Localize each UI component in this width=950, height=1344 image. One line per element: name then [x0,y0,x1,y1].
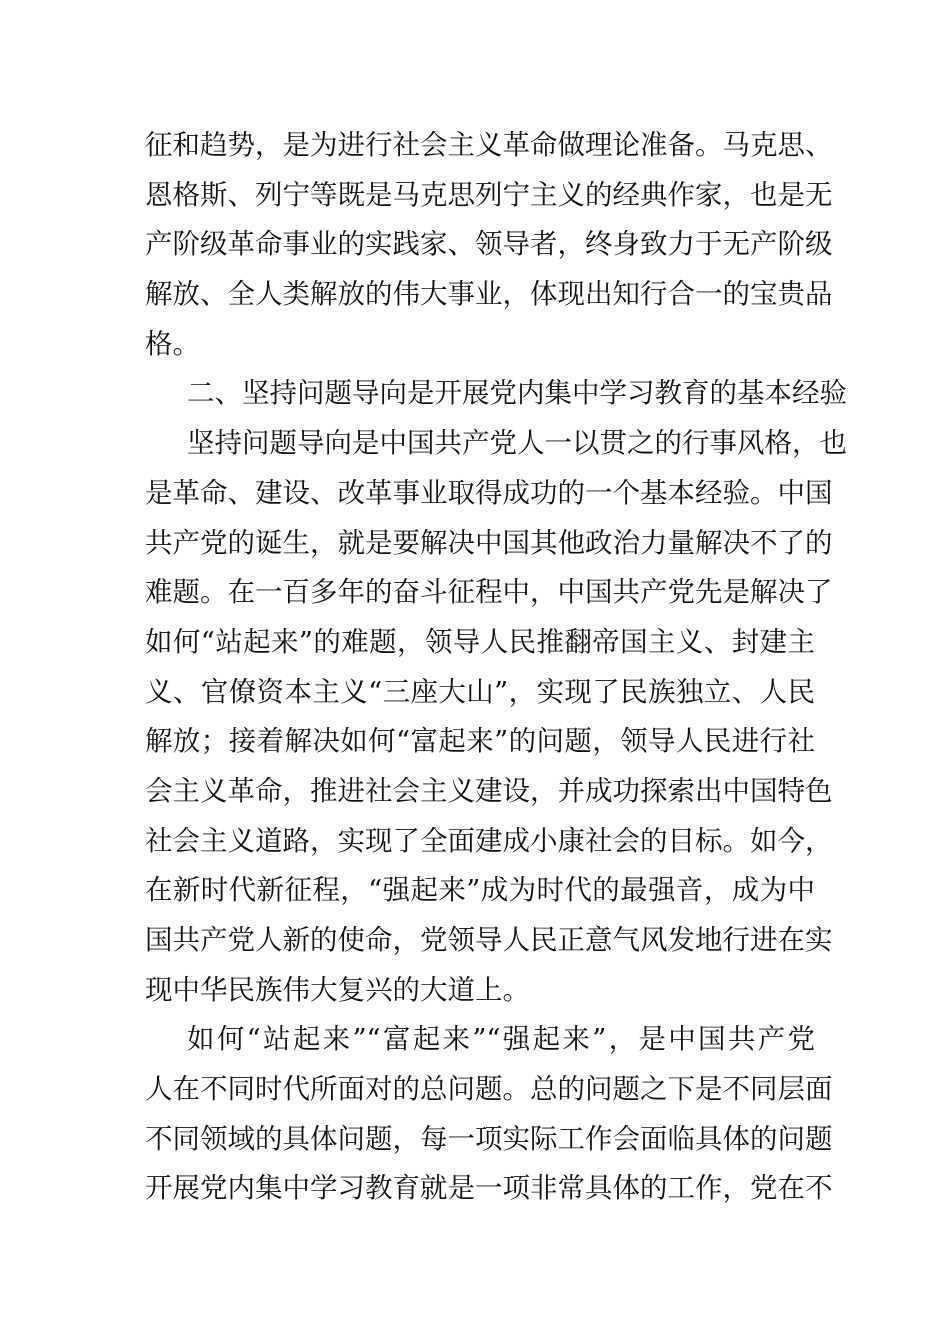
text-line: 解放、全人类解放的伟大事业，体现出知行合一的宝贵品 [145,278,833,311]
text-line: 如何“站起来”的难题，领导人民推翻帝国主义、封建主 [145,625,815,658]
text-line: 在新时代新征程，“强起来”成为时代的最强音，成为中 [145,874,815,907]
text-line: 坚持问题导向是中国共产党人一以贯之的行事风格，也 [187,427,847,460]
text-line: 开展党内集中学习教育就是一项非常具体的工作，党在不 [145,1172,833,1205]
text-line: 产阶级革命事业的实践家、领导者，终身致力于无产阶级 [145,228,833,261]
text-line: 现中华民族伟大复兴的大道上。 [145,973,530,1006]
body-text [145,121,847,1214]
text-line: 二、坚持问题导向是开展党内集中学习教育的基本经验 [187,377,847,410]
text-line: 会主义革命，推进社会主义建设，并成功探索出中国特色 [145,774,833,807]
text-line: 人在不同时代所面对的总问题。总的问题之下是不同层面 [145,1073,833,1106]
text-line: 不同领域的具体问题，每一项实际工作会面临具体的问题 [145,1122,833,1155]
text-line: 是革命、建设、改革事业取得成功的一个基本经验。中国 [145,476,833,509]
text-line: 共产党的诞生，就是要解决中国其他政治力量解决不了的 [145,526,833,559]
text-line: 国共产党人新的使命，党领导人民正意气风发地行进在实 [145,924,833,956]
text-line: 格。 [145,327,200,360]
text-line: 如何“站起来”“富起来”“强起来”，是中国共产党 [187,1023,815,1056]
text-line: 义、官僚资本主义“三座大山”，实现了民族独立、人民 [145,675,815,708]
text-line: 社会主义道路，实现了全面建成小康社会的目标。如今， [145,824,833,857]
text-line: 恩格斯、列宁等既是马克思列宁主义的经典作家，也是无 [145,178,833,211]
text-line: 征和趋势，是为进行社会主义革命做理论准备。马克思、 [145,129,833,161]
text-line: 解放；接着解决如何“富起来”的问题，领导人民进行社 [145,725,815,758]
text-line: 难题。在一百多年的奋斗征程中，中国共产党先是解决了 [145,576,833,609]
